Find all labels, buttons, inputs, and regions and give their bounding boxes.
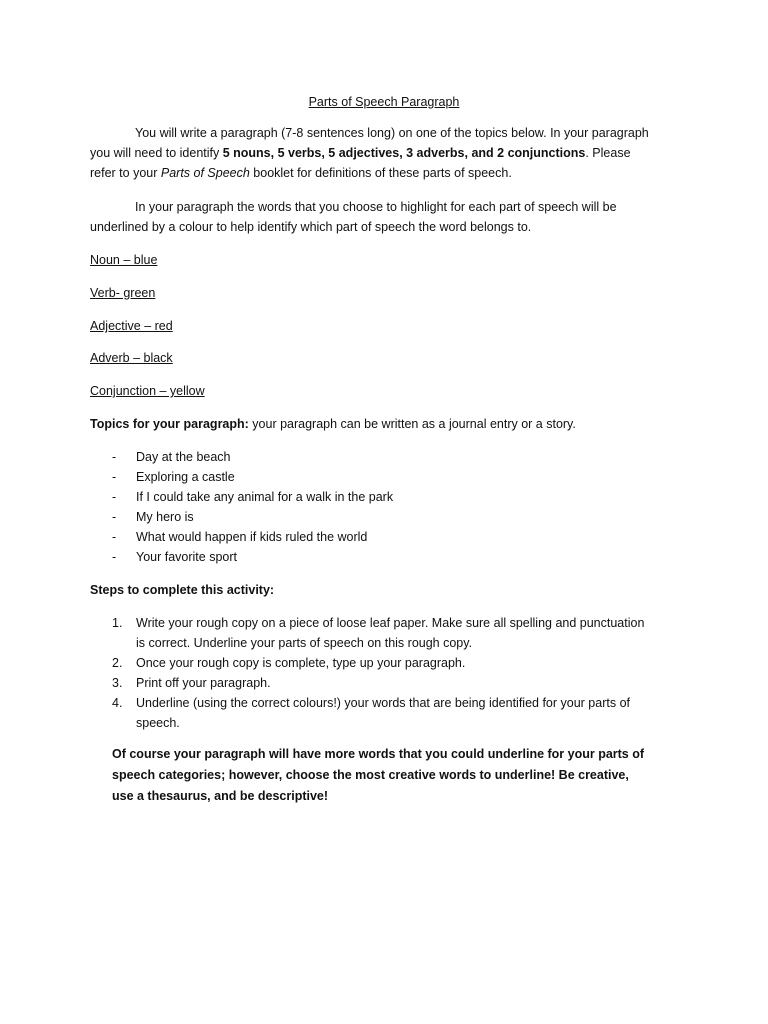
step-text: Write your rough copy on a piece of loose leaf paper. Make sure all spelling and punctuation is correct. Underline your parts of speech on this rough copy. <box>136 616 645 650</box>
color-key-adverb: Adverb – black <box>90 351 173 365</box>
step-number: 4. <box>112 696 123 710</box>
intro-text-1: You will write a paragraph (7-8 sentences long) on one of the topics below. In your paragraph you will need to identify <box>90 126 649 160</box>
intro-paragraph <box>90 123 650 183</box>
list-item: - What would happen if kids ruled the world <box>112 527 393 547</box>
intro-text-2: . Please refer to your <box>90 146 631 180</box>
intro-text-3: booklet for definitions of these parts of speech. <box>249 166 512 180</box>
topics-heading: Topics for your paragraph: <box>90 417 249 431</box>
list-item: - Exploring a castle <box>112 467 393 487</box>
list-item: - Your favorite sport <box>112 547 393 567</box>
step-text: Once your rough copy is complete, type up your paragraph. <box>136 656 466 670</box>
intro-requirements: 5 nouns, 5 verbs, 5 adjectives, 3 adverbs, and 2 conjunctions <box>222 146 586 160</box>
topics-line <box>90 414 576 434</box>
step-text: Underline (using the correct colours!) your words that are being identified for your parts of speech. <box>136 696 630 730</box>
topics-list <box>112 447 393 567</box>
booklet-title: Parts of Speech <box>160 166 250 180</box>
highlight-paragraph: In your paragraph the words that you choose to highlight for each part of speech will be underlined by a colour to help identify which part of speech the word belongs to. <box>90 200 617 234</box>
list-item: - My hero is <box>112 507 393 527</box>
step-number: 1. <box>112 616 123 630</box>
color-key-conjunction: Conjunction – yellow <box>90 384 205 398</box>
color-key-adjective: Adjective – red <box>90 319 173 333</box>
page-title: Parts of Speech Paragraph <box>308 95 460 109</box>
steps-heading: Steps to complete this activity: <box>90 583 275 597</box>
step-item <box>112 673 652 693</box>
color-key-noun: Noun – blue <box>90 253 158 267</box>
steps-list <box>112 613 652 733</box>
closing-paragraph: Of course your paragraph will have more words that you could underline for your parts of speech categories; however, choose the most creative words to underline! Be creative, use a thesaurus, and be descriptive! <box>112 747 645 803</box>
step-item <box>112 613 652 653</box>
step-number: 3. <box>112 676 123 690</box>
list-item: - If I could take any animal for a walk in the park <box>112 487 393 507</box>
list-item: - Day at the beach <box>112 447 393 467</box>
topics-intro: your paragraph can be written as a journal entry or a story. <box>248 417 576 431</box>
color-key-verb: Verb- green <box>90 286 156 300</box>
step-item <box>112 693 652 733</box>
step-item <box>112 653 652 673</box>
step-number: 2. <box>112 656 123 670</box>
step-text: Print off your paragraph. <box>136 676 271 690</box>
